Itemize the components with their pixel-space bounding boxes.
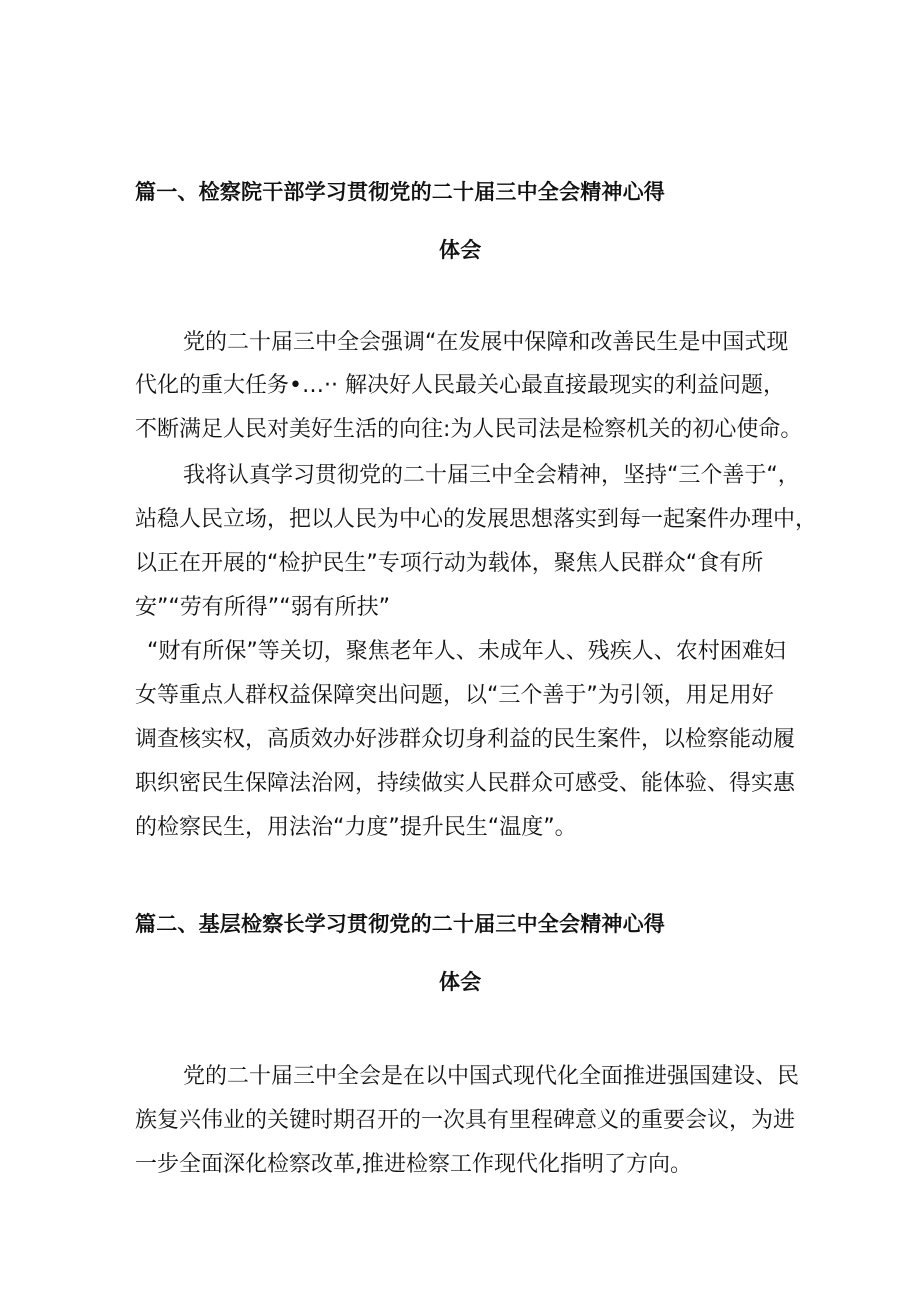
section-1-paragraph-1-line-1: 党的二十届三中全会强调“在发展中保障和改善民生是中国式现 [183,330,789,355]
section-1-paragraph-2-line-1: 我将认真学习贯彻党的二十届三中全会精神，坚持“三个善于“， [183,463,800,488]
section-1-heading-line-1: 篇一、检察院干部学习贯彻党的二十届三中全会精神心得 [135,180,665,204]
section-1-paragraph-1-line-2: 代化的重大任务•…·· 解决好人民最关心最直接最现实的利益问题， [135,373,785,398]
section-1-paragraph-3-line-2: 女等重点人群权益保障突出问题，以“三个善于”为引领，用足用好 [135,683,774,708]
section-1-paragraph-2-line-4: 安”“劳有所得”“弱有所扶” [135,595,390,620]
section-1-paragraph-3-line-3: 调查核实权，高质效办好涉群众切身利益的民生案件，以检察能动履 [135,727,796,752]
section-2-paragraph-1-line-3: 一步全面深化检察改革,推进检察工作现代化指明了方向。 [135,1152,692,1177]
section-1-paragraph-3-line-4: 职织密民生保障法治网，持续做实人民群众可感受、能体验、得实惠 [135,771,796,796]
section-1-paragraph-1-line-3: 不断满足人民对美好生活的向往:为人民司法是检察机关的初心使命。 [135,417,803,442]
section-1-paragraph-3-line-5: 的检察民生，用法治“力度”提升民生“温度”。 [135,815,577,840]
section-1-paragraph-2-line-2: 站稳人民立场，把以人民为中心的发展思想落实到每一起案件办理中， [135,507,818,532]
section-2-heading-line-2: 体会 [439,970,482,994]
section-2-heading-line-1: 篇二、基层检察长学习贯彻党的二十届三中全会精神心得 [135,912,665,936]
section-1-paragraph-2-line-3: 以正在开展的“检护民生”专项行动为载体，聚焦人民群众“食有所 [135,551,764,576]
section-1-paragraph-3-line-1: “财有所保”等关切，聚焦老年人、未成年人、残疾人、农村困难妇 [147,639,786,664]
section-1-heading-line-2: 体会 [439,238,482,262]
section-2-paragraph-1-line-2: 族复兴伟业的关键时期召开的一次具有里程碑意义的重要会议，为进 [135,1108,796,1133]
section-2-paragraph-1-line-1: 党的二十届三中全会是在以中国式现代化全面推进强国建设、民 [183,1064,800,1089]
